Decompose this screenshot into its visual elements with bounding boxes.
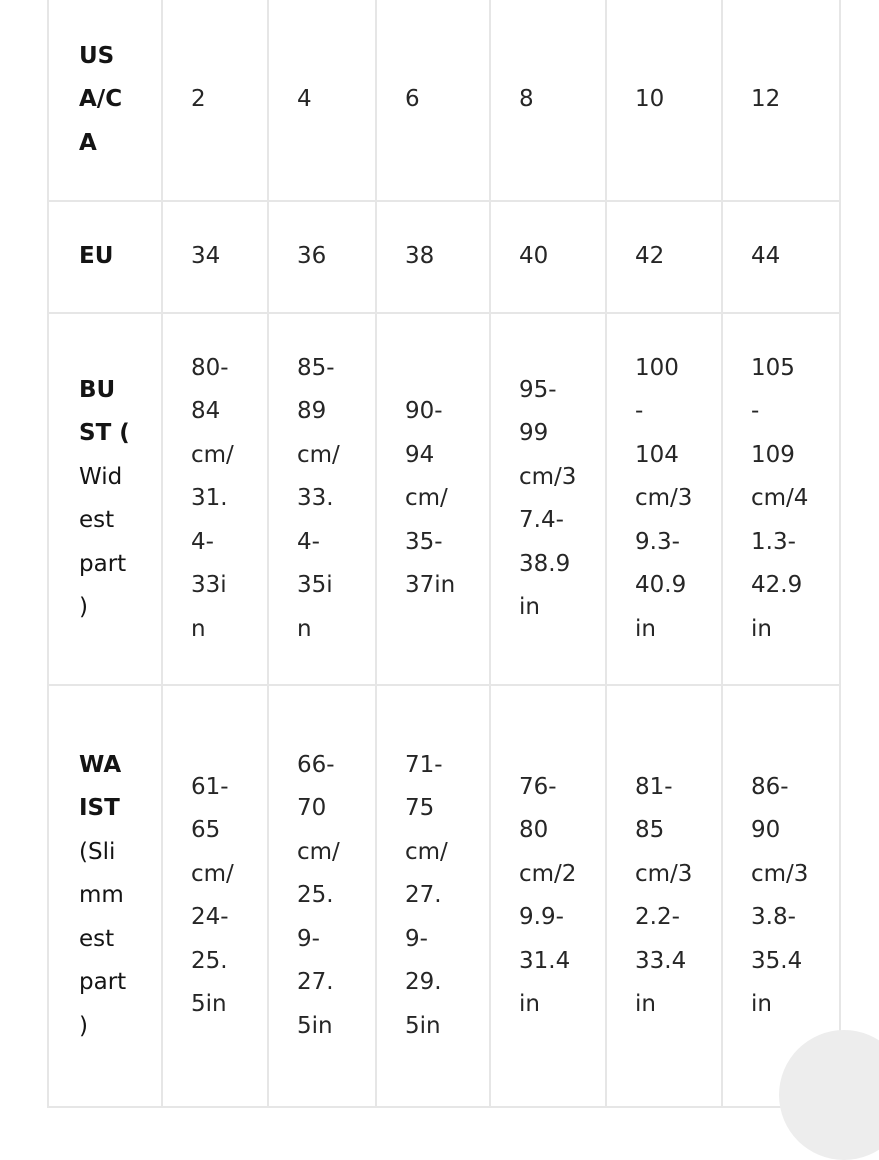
- table-row-bust: [48, 313, 840, 685]
- row-label-waist-rest: (Sli mm est part ): [79, 838, 127, 1039]
- row-label-waist: [48, 685, 162, 1107]
- table-cell: [162, 313, 268, 685]
- table-cell: [606, 0, 722, 201]
- cell-text: 86- 90 cm/3 3.8- 35.4 in: [751, 773, 809, 1017]
- cell-text: 34: [191, 243, 221, 270]
- table-cell: [722, 0, 840, 201]
- row-label-eu-text: EU: [79, 243, 114, 270]
- size-chart-table: [47, 0, 841, 1108]
- cell-text: 38: [405, 243, 435, 270]
- cell-text: 61- 65 cm/ 24- 25. 5in: [191, 773, 234, 1017]
- row-label-waist-bold: WA IST: [79, 751, 122, 822]
- cell-text: 6: [405, 86, 420, 113]
- cell-text: 40: [519, 243, 549, 270]
- row-label-us-text: US A/C A: [79, 42, 123, 156]
- table-cell: [268, 0, 376, 201]
- table-cell: [722, 313, 840, 685]
- cell-text: 8: [519, 86, 534, 113]
- table-cell: [606, 201, 722, 313]
- table-cell: [376, 313, 490, 685]
- table-cell: [162, 685, 268, 1107]
- cell-text: 12: [751, 86, 781, 113]
- table-cell: [376, 0, 490, 201]
- cell-text: 76- 80 cm/2 9.9- 31.4 in: [519, 773, 577, 1017]
- cell-text: 95- 99 cm/3 7.4- 38.9 in: [519, 376, 577, 620]
- table-cell: [268, 201, 376, 313]
- cell-text: 100 - 104 cm/3 9.3- 40.9 in: [635, 354, 693, 642]
- table-cell: [268, 685, 376, 1107]
- table-row-us-size: [48, 0, 840, 201]
- row-label-bust-rest: Wid est part ): [79, 463, 127, 620]
- row-label-bust-bold: BU ST (: [79, 376, 130, 446]
- table-cell: [376, 685, 490, 1107]
- table-cell: [490, 313, 606, 685]
- table-cell: [606, 685, 722, 1107]
- cell-text: 81- 85 cm/3 2.2- 33.4 in: [635, 773, 693, 1017]
- row-label-waist-text: [49, 744, 161, 1049]
- table-cell: [490, 201, 606, 313]
- row-label-bust-text: [49, 369, 161, 630]
- cell-text: 85- 89 cm/ 33. 4- 35i n: [297, 354, 340, 642]
- table-cell: [722, 201, 840, 313]
- cell-text: 4: [297, 86, 312, 113]
- table-cell: [162, 201, 268, 313]
- table-cell: [162, 0, 268, 201]
- table-row-waist: [48, 685, 840, 1107]
- cell-text: 71- 75 cm/ 27. 9- 29. 5in: [405, 751, 448, 1039]
- table-row-eu-size: [48, 201, 840, 313]
- cell-text: 44: [751, 243, 781, 270]
- row-label-bust: [48, 313, 162, 685]
- row-label-eu: [48, 201, 162, 313]
- cell-text: 90- 94 cm/ 35- 37in: [405, 398, 456, 599]
- cell-text: 2: [191, 86, 206, 113]
- cell-text: 80- 84 cm/ 31. 4- 33i n: [191, 354, 234, 642]
- cell-text: 10: [635, 86, 665, 113]
- row-label-us: [48, 0, 162, 201]
- table-cell: [268, 313, 376, 685]
- table-cell: [490, 0, 606, 201]
- cell-text: 42: [635, 243, 665, 270]
- cell-text: 66- 70 cm/ 25. 9- 27. 5in: [297, 751, 340, 1039]
- table-cell: [606, 313, 722, 685]
- table-cell: [376, 201, 490, 313]
- cell-text: 36: [297, 243, 327, 270]
- cell-text: 105 - 109 cm/4 1.3- 42.9 in: [751, 354, 809, 642]
- table-cell: [490, 685, 606, 1107]
